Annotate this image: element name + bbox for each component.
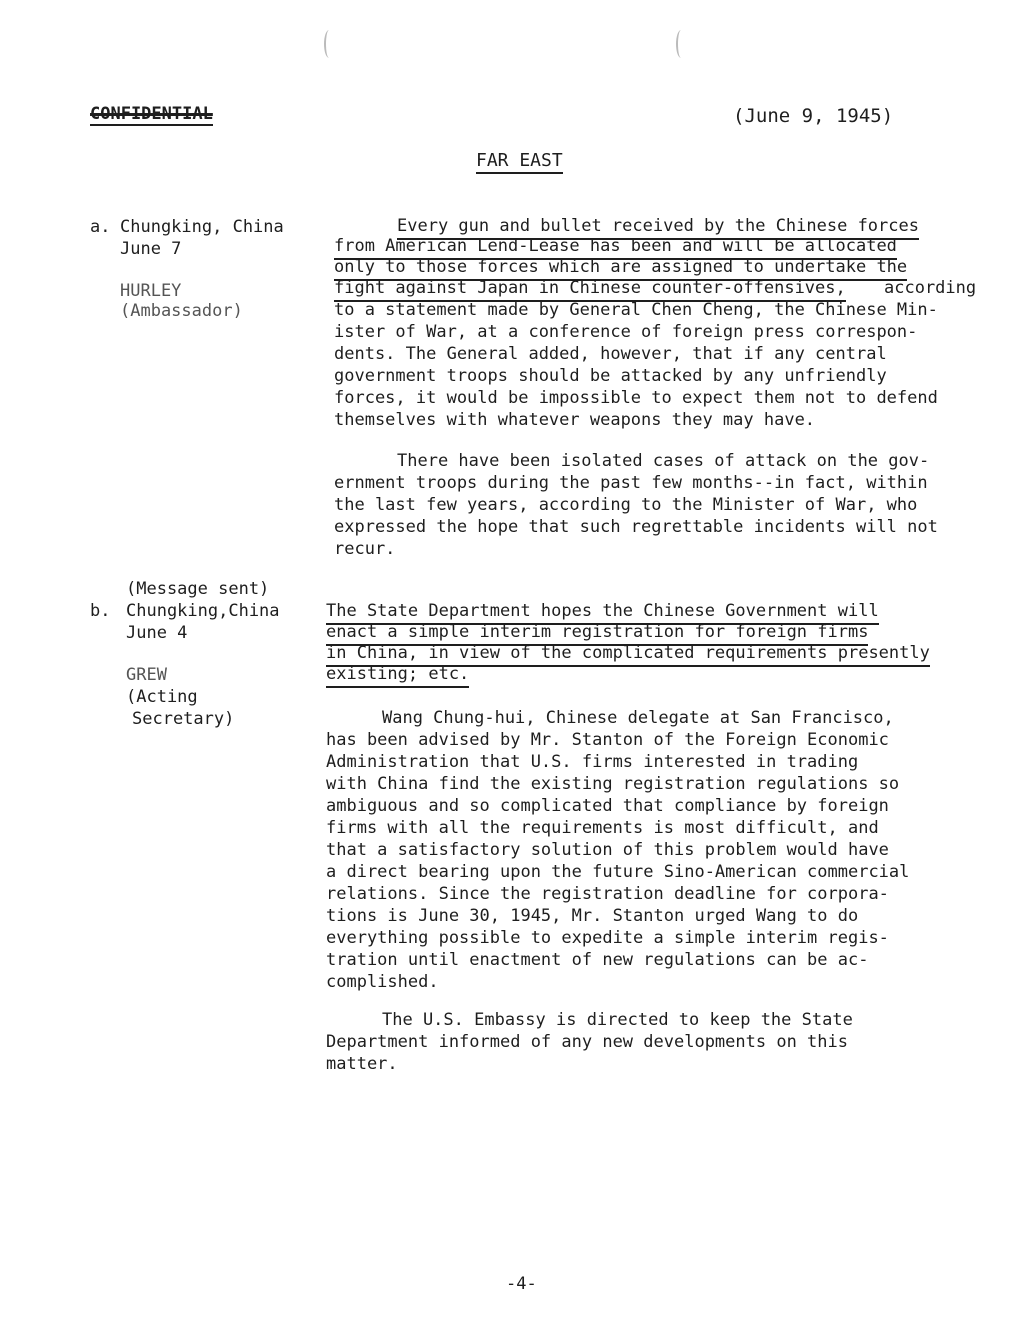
item-b-date: June 4 [126,623,188,643]
item-a-summary-trailing: according [884,278,977,298]
item-a-body-line: forces, it would be impossible to expect them not to defend [334,388,938,408]
item-b-para1-line: tration until enactment of new regulations can be ac- [326,950,869,970]
section-title: FAR EAST [476,150,563,174]
item-b-para2-line: matter. [326,1054,398,1074]
item-b-para1-line: with China find the existing registration regulations so [326,774,900,794]
scan-mark-right [676,30,686,58]
item-b-para1-line: Wang Chung-hui, Chinese delegate at San Francisco, [382,708,894,728]
item-a-para2-line: the last few years, according to the Minister of War, who [334,495,918,515]
item-a-title: (Ambassador) [120,301,243,321]
item-b-para1-line: has been advised by Mr. Stanton of the Foreign Economic [326,730,889,750]
item-a-summary-line: fight against Japan in Chinese counter-offensives, [334,278,846,302]
item-b-place: Chungking,China [126,601,280,621]
scan-mark-left [324,30,334,58]
item-a-date: June 7 [120,239,182,259]
item-b-summary-line: The State Department hopes the Chinese Government will [326,601,879,625]
item-a-body-line: themselves with whatever weapons they may have. [334,410,816,430]
item-a-body-line: ister of War, at a conference of foreign press correspon- [334,322,918,342]
item-b-para2-line: Department informed of any new developments on this [326,1032,848,1052]
item-a-para2-line: There have been isolated cases of attack on the gov- [397,451,930,471]
item-a-para2-line: recur. [334,539,396,559]
item-b-summary-line: in China, in view of the complicated requirements presently [326,643,930,667]
item-b-summary-line: enact a simple interim registration for foreign firms [326,622,868,646]
item-a-summary-line: Every gun and bullet received by the Chinese forces [397,216,919,240]
item-b-para1-line: a direct bearing upon the future Sino-American commercial [326,862,910,882]
item-a-summary-line: only to those forces which are assigned to undertake the [334,257,907,281]
item-a-name: HURLEY [120,281,182,301]
item-a-body-line: government troops should be attacked by any unfriendly [334,366,887,386]
item-a-summary-line: from American Lend-Lease has been and will be allocated [334,236,897,260]
item-b-para1-line: that a satisfactory solution of this problem would have [326,840,889,860]
item-b-status: (Message sent) [126,579,270,599]
item-b-para1-line: everything possible to expedite a simple interim regis- [326,928,889,948]
item-b-para1-line: tions is June 30, 1945, Mr. Stanton urged Wang to do [326,906,859,926]
page-number: -4- [506,1274,537,1294]
item-a-letter: a. [90,217,111,237]
classification-stamp: CONFIDENTIAL [90,104,213,124]
item-a-body-line: to a statement made by General Chen Cheng, the Chinese Min- [334,300,938,320]
item-a-place: Chungking, China [120,217,284,237]
item-b-title-line1: (Acting [126,687,198,707]
memo-date: (June 9, 1945) [733,105,894,127]
item-b-para1-line: relations. Since the registration deadline for corpora- [326,884,889,904]
item-b-letter: b. [90,601,111,621]
item-b-name: GREW [126,665,167,685]
item-b-summary-line: existing; etc. [326,664,469,688]
item-b-para1-line: Administration that U.S. firms interested in trading [326,752,859,772]
item-a-body-line: dents. The General added, however, that if any central [334,344,887,364]
item-b-title-line2: Secretary) [132,709,235,729]
item-a-para2-line: ernment troops during the past few months--in fact, within [334,473,928,493]
item-b-para1-line: ambiguous and so complicated that compliance by foreign [326,796,889,816]
item-b-para1-line: firms with all the requirements is most difficult, and [326,818,879,838]
item-a-para2-line: expressed the hope that such regrettable incidents will not [334,517,938,537]
item-b-para1-line: complished. [326,972,439,992]
item-b-para2-line: The U.S. Embassy is directed to keep the State [382,1010,853,1030]
